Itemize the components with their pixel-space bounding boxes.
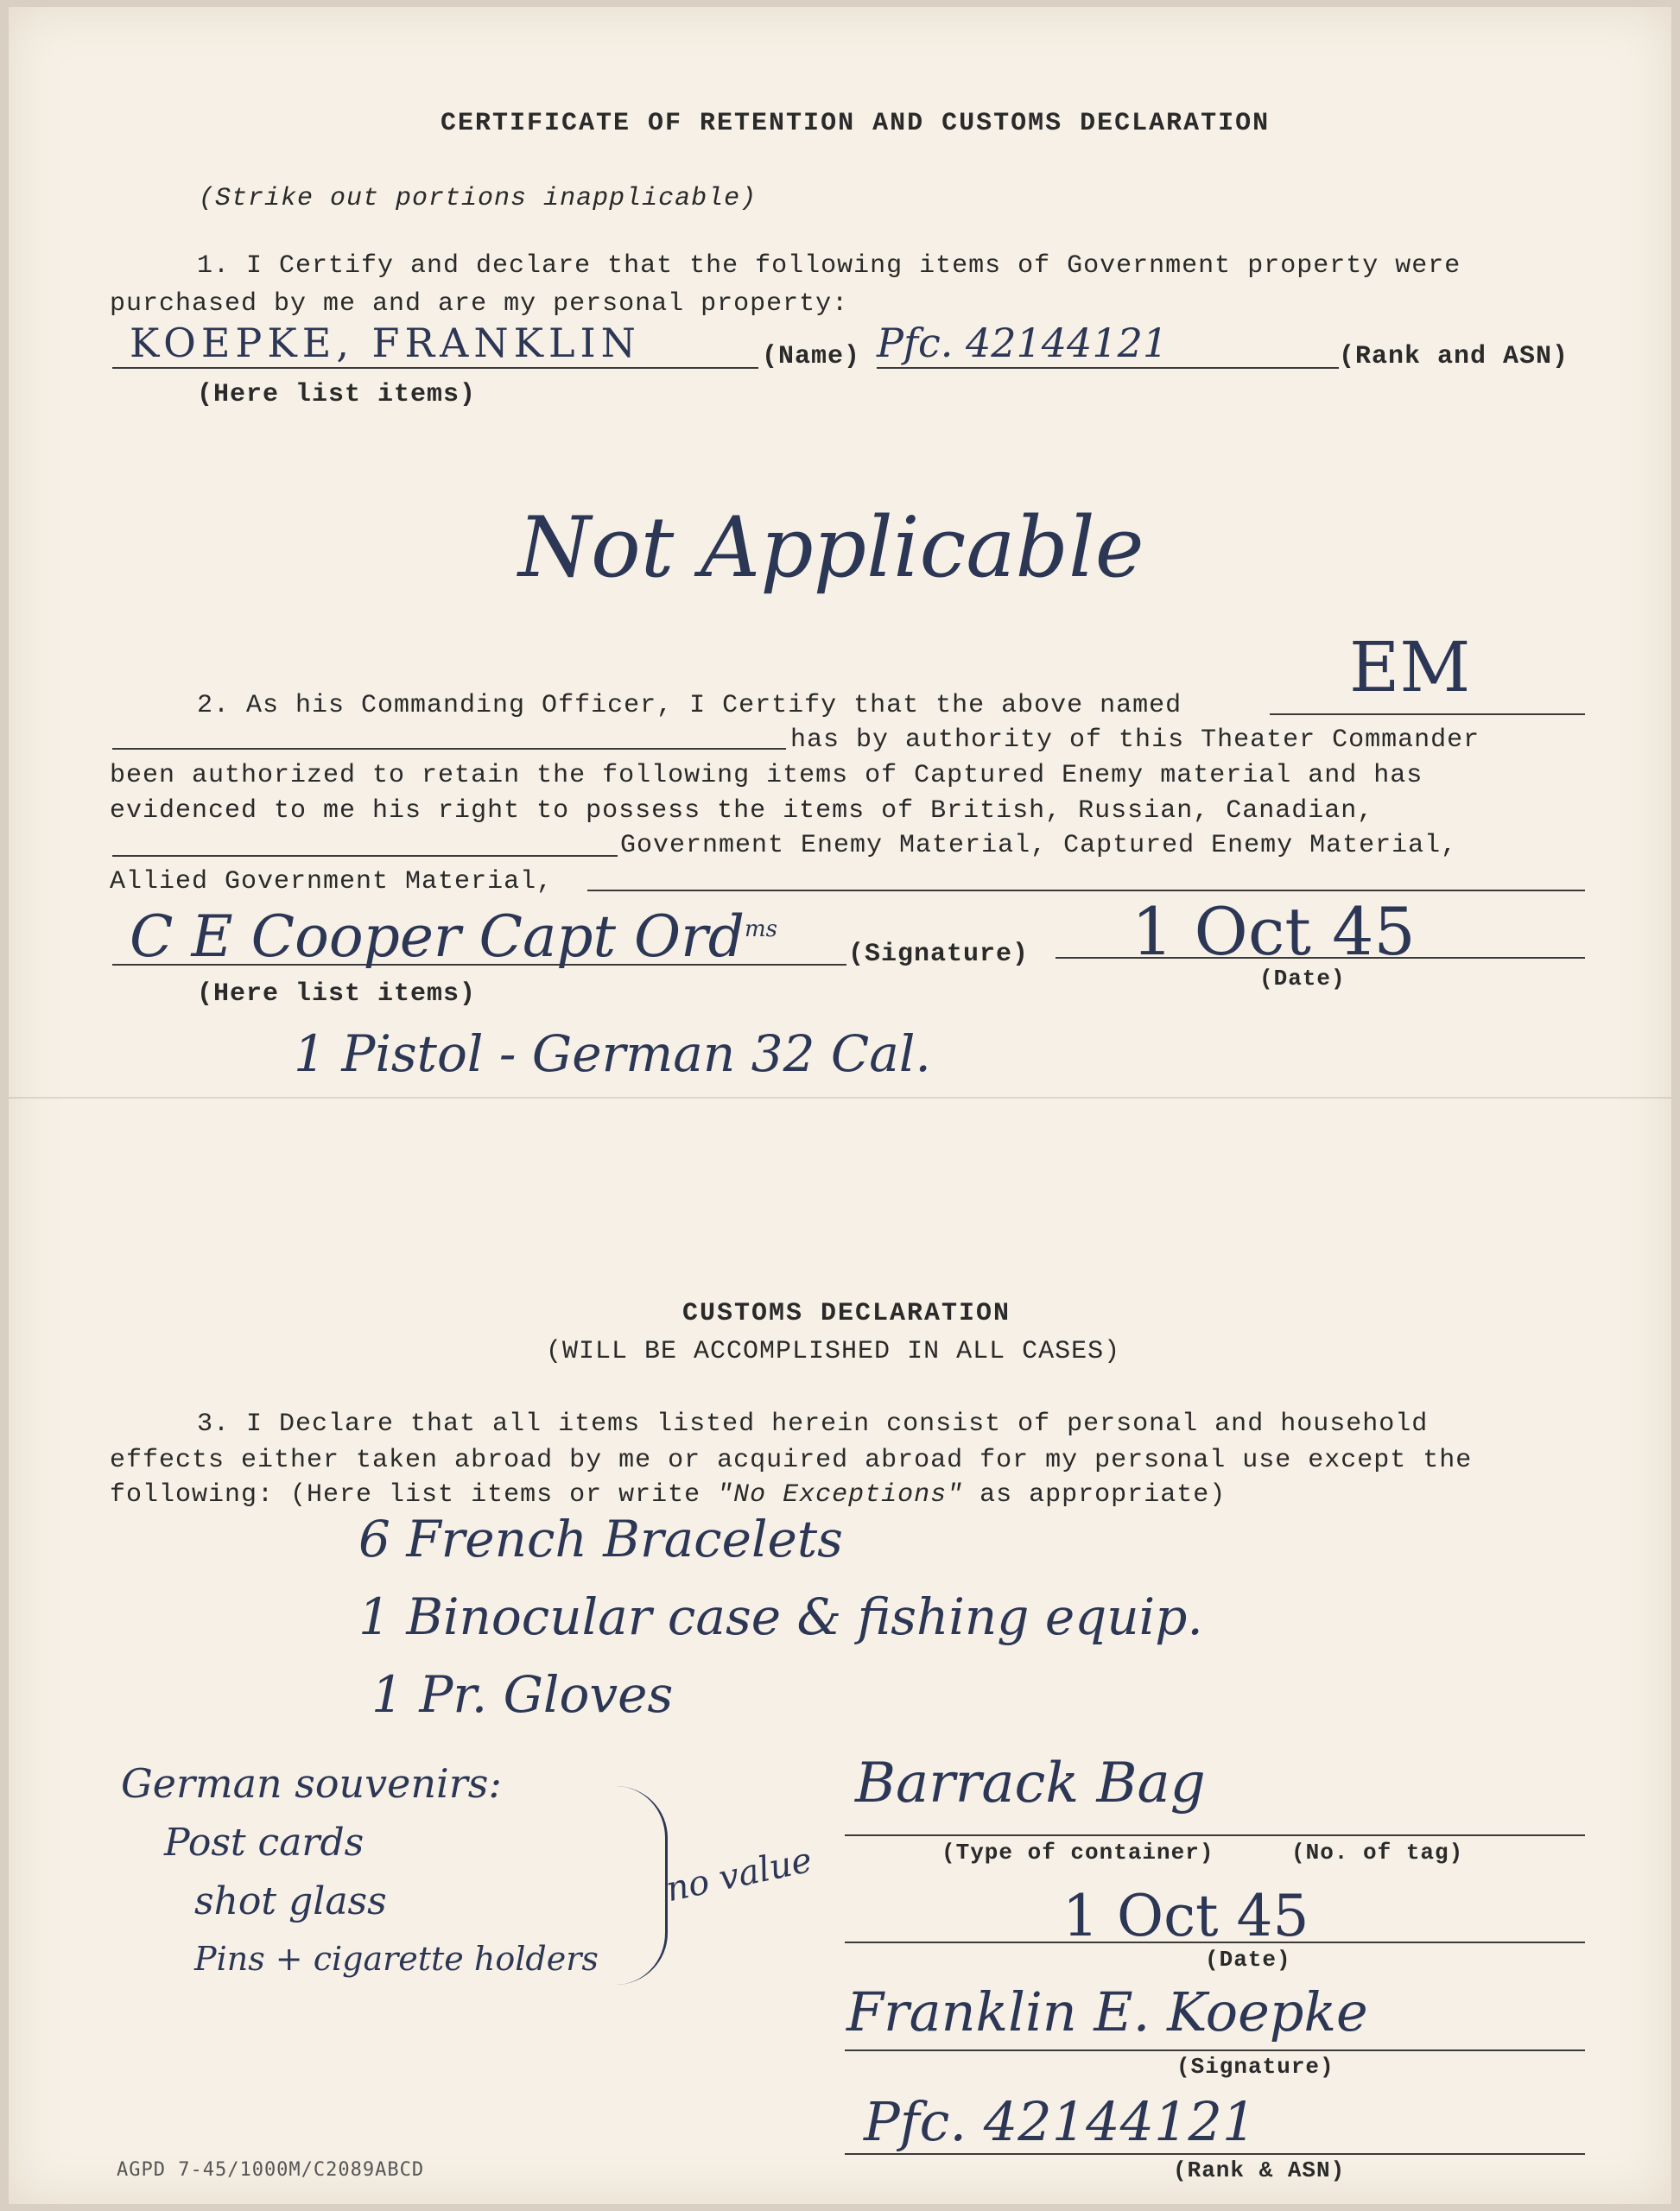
section2-line5: Government Enemy Material, Captured Enemy Material,: [620, 831, 1458, 860]
declarant-rank-handwritten: Pfc. 42144121: [864, 2090, 1257, 2153]
rank-line: [877, 367, 1339, 369]
officer-date-handwritten: 1 Oct 45: [1132, 893, 1416, 970]
section2-line4: evidenced to me his right to possess the items of British, Russian, Canadian,: [110, 796, 1374, 826]
section2-line3: been authorized to retain the following items of Captured Enemy material and has: [110, 761, 1423, 790]
named-line-2: [112, 748, 786, 750]
name-handwritten: KOEPKE, FRANKLIN: [130, 320, 641, 366]
instruction-text: (Strike out portions inapplicable): [199, 184, 758, 213]
customs-line3-a: following: (Here list items or write: [110, 1480, 718, 1510]
customs-line3: [110, 1480, 1226, 1510]
form-number: AGPD 7-45/1000M/C2089ABCD: [117, 2159, 425, 2181]
rank-label: (Rank and ASN): [1339, 342, 1569, 371]
souvenirs-title: German souvenirs:: [121, 1760, 502, 1807]
declarant-signature-handwritten: Franklin E. Koepke: [846, 1980, 1368, 2043]
section1-line1: 1. I Certify and declare that the following items of Government property were: [197, 251, 1461, 281]
paper-fold: [9, 1097, 1671, 1099]
customs-line3-c: as appropriate): [963, 1480, 1227, 1510]
pistol-handwritten: 1 Pistol - German 32 Cal.: [294, 1024, 931, 1083]
declarant-rank-line: [845, 2153, 1585, 2155]
declarant-signature-label: (Signature): [1176, 2054, 1334, 2080]
government-line: [112, 855, 618, 857]
customs-subtitle: (WILL BE ACCOMPLISHED IN ALL CASES): [546, 1337, 1121, 1366]
named-line: [1270, 713, 1585, 715]
named-handwritten: EM: [1349, 627, 1471, 707]
souvenir-brace: [596, 1786, 668, 1985]
customs-line3-b: "No Exceptions": [717, 1480, 964, 1510]
customs-date-handwritten: 1 Oct 45: [1062, 1883, 1309, 1949]
container-line: [845, 1834, 1585, 1836]
officer-signature-sup: ms: [744, 916, 777, 942]
no-value-handwritten: no value: [662, 1840, 816, 1910]
document-sheet: [9, 7, 1671, 2204]
customs-date-label: (Date): [1205, 1947, 1291, 1973]
rank-handwritten: Pfc. 42144121: [877, 320, 1169, 366]
officer-signature-handwritten: [130, 903, 777, 970]
container-label: (Type of container): [941, 1840, 1214, 1866]
not-applicable-handwritten: Not Applicable: [518, 499, 1144, 596]
souvenir-2: shot glass: [194, 1879, 387, 1923]
officer-signature-label: (Signature): [848, 940, 1030, 969]
section1-line2: purchased by me and are my personal property:: [110, 289, 849, 319]
section2-line6: Allied Government Material,: [110, 867, 554, 896]
souvenir-1: Post cards: [164, 1821, 365, 1865]
allied-line: [587, 890, 1585, 891]
customs-item-3: 1 Pr. Gloves: [371, 1665, 674, 1724]
document-title: CERTIFICATE OF RETENTION AND CUSTOMS DECLARATION: [441, 109, 1271, 138]
name-line: [112, 367, 758, 369]
officer-date-label: (Date): [1259, 966, 1346, 991]
container-handwritten: Barrack Bag: [855, 1752, 1206, 1815]
customs-title: CUSTOMS DECLARATION: [682, 1299, 1011, 1328]
declarant-rank-label: (Rank & ASN): [1173, 2157, 1346, 2183]
tag-label: (No. of tag): [1291, 1840, 1464, 1866]
customs-item-1: 6 French Bracelets: [358, 1510, 843, 1568]
officer-signature-text: C E Cooper Capt Ord: [130, 903, 745, 970]
souvenir-3: Pins + cigarette holders: [194, 1940, 599, 1978]
list-items-label-2: (Here list items): [197, 979, 477, 1009]
declarant-signature-line: [845, 2049, 1585, 2051]
list-items-label-1: (Here list items): [197, 380, 477, 409]
customs-item-2: 1 Binocular case & fishing equip.: [358, 1587, 1203, 1646]
customs-line2: effects either taken abroad by me or acquired abroad for my personal use except the: [110, 1446, 1473, 1475]
name-label: (Name): [762, 342, 861, 371]
customs-line1: 3. I Declare that all items listed herein consist of personal and household: [197, 1410, 1429, 1439]
section2-line2: has by authority of this Theater Commander: [790, 725, 1480, 755]
section2-line1: 2. As his Commanding Officer, I Certify that the above named: [197, 691, 1182, 720]
